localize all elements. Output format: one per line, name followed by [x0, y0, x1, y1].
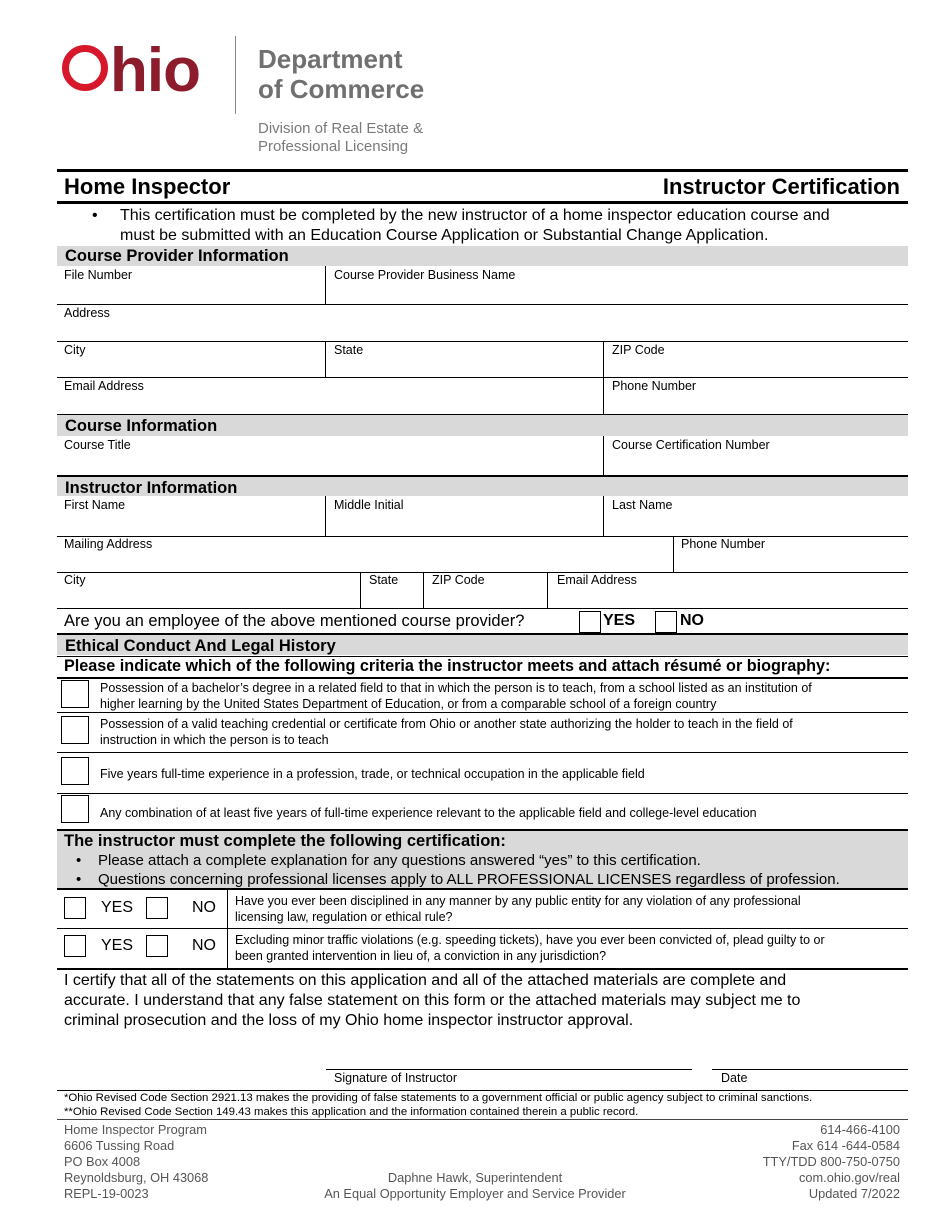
- q1-no-label: NO: [192, 899, 216, 916]
- q1-yes-checkbox[interactable]: [64, 897, 86, 919]
- statement-line: I certify that all of the statements on this application and all of the attached materials are complete and: [64, 972, 787, 989]
- footer-line: An Equal Opportunity Employer and Service Provider: [324, 1186, 626, 1201]
- criteria-experience: Five years full-time experience in a profession, trade, or technical occupation in the applicable field: [100, 767, 645, 781]
- divider: [673, 536, 674, 572]
- date-label: Date: [721, 1071, 748, 1085]
- division-line-1: Division of Real Estate &: [258, 120, 424, 137]
- q2-yes-checkbox[interactable]: [64, 935, 86, 957]
- divider: [325, 496, 326, 536]
- question-text: been granted intervention in lieu of, a conviction in any jurisdiction?: [235, 949, 607, 963]
- legal-note: *Ohio Revised Code Section 2921.13 makes the providing of false statements to a government official or public agency subject to criminal sanctions.: [64, 1092, 813, 1104]
- course-cert-number-field[interactable]: Course Certification Number: [612, 438, 770, 452]
- criteria-experience-checkbox[interactable]: [61, 757, 89, 785]
- divider: [603, 436, 604, 475]
- row-rule: [57, 712, 908, 713]
- footer-address: [64, 1122, 208, 1202]
- date-line[interactable]: [712, 1069, 908, 1070]
- division-line-2: Professional Licensing: [258, 138, 409, 155]
- question-text: licensing law, regulation or ethical rule?: [235, 910, 453, 924]
- bullet-icon: •: [92, 207, 98, 224]
- footer-line: Daphne Hawk, Superintendent: [387, 1170, 563, 1185]
- intro-line-1: This certification must be completed by the new instructor of a home inspector education course and: [120, 207, 830, 224]
- instructor-phone-field[interactable]: Phone Number: [681, 537, 766, 551]
- signature-label: Signature of Instructor: [334, 1071, 457, 1085]
- footer-line: TTY/TDD 800-750-0750: [762, 1154, 900, 1169]
- mailing-address-field[interactable]: Mailing Address: [64, 537, 153, 551]
- bullet-icon: •: [76, 871, 82, 888]
- divider: [325, 266, 326, 304]
- row-rule: [57, 608, 908, 609]
- statement-line: accurate. I understand that any false statement on this form or the attached materials may subject me to: [64, 992, 801, 1009]
- ohio-logo: hio: [62, 40, 200, 102]
- row-rule: [57, 304, 908, 305]
- row-rule: [57, 536, 908, 537]
- divider: [227, 890, 228, 969]
- footer-line: Fax 614 -644-0584: [791, 1138, 900, 1153]
- q2-no-label: NO: [192, 937, 216, 954]
- title-top-rule: [57, 169, 908, 172]
- row-rule: [57, 928, 908, 929]
- row-rule: [57, 377, 908, 378]
- footer-line: 614-466-4100: [820, 1122, 900, 1137]
- ethics-subheading: Please indicate which of the following criteria the instructor meets and attach résumé or biography:: [64, 657, 831, 675]
- row-rule: [57, 793, 908, 794]
- section-ethics: Ethical Conduct And Legal History: [57, 633, 908, 655]
- footer-line: Updated 7/2022: [808, 1186, 900, 1201]
- form-subtitle: Instructor Certification: [662, 174, 900, 199]
- footer-line: 6606 Tussing Road: [64, 1138, 175, 1153]
- row-rule: [57, 888, 908, 890]
- q2-no-checkbox[interactable]: [146, 935, 168, 957]
- ohio-logo-o-icon: [62, 45, 108, 91]
- instructor-zip-field[interactable]: ZIP Code: [432, 573, 485, 587]
- divider: [325, 341, 326, 377]
- footer-line: Home Inspector Program: [64, 1122, 207, 1137]
- footer-line: PO Box 4008: [64, 1154, 141, 1169]
- certification-bullet-2: Questions concerning professional licenses apply to ALL PROFESSIONAL LICENSES regardless of profession.: [98, 871, 840, 888]
- footer-line: REPL-19-0023: [64, 1186, 149, 1201]
- title-bottom-rule: [57, 201, 908, 204]
- footer-link[interactable]: com.ohio.gov/real: [798, 1170, 900, 1185]
- zip-field[interactable]: ZIP Code: [612, 343, 665, 357]
- divider: [603, 496, 604, 536]
- criteria-bachelors: [100, 680, 812, 712]
- q2-yes-label: YES: [101, 937, 134, 954]
- certification-statement: [64, 971, 884, 1031]
- row-rule: [57, 677, 908, 679]
- question-discipline: [235, 893, 801, 925]
- logo-divider: [235, 36, 236, 114]
- section-instructor-info: Instructor Information: [57, 475, 908, 496]
- email-field[interactable]: Email Address: [64, 379, 144, 393]
- criteria-bachelors-checkbox[interactable]: [61, 680, 89, 708]
- file-number-field[interactable]: File Number: [64, 268, 133, 282]
- criteria-combination-checkbox[interactable]: [61, 795, 89, 823]
- q1-yes-label: YES: [101, 899, 134, 916]
- department-name: [258, 44, 424, 104]
- footer-line: Reynoldsburg, OH 43068: [64, 1170, 209, 1185]
- state-field[interactable]: State: [334, 343, 364, 357]
- row-rule: [57, 341, 908, 342]
- phone-field[interactable]: Phone Number: [612, 379, 697, 393]
- employee-question: Are you an employee of the above mentioned course provider?: [64, 612, 525, 630]
- statement-line: criminal prosecution and the loss of my Ohio home inspector instructor approval.: [64, 1012, 634, 1029]
- section-course-provider: Course Provider Information: [57, 246, 908, 266]
- criteria-combination: Any combination of at least five years of full-time experience relevant to the applicable field and college-level education: [100, 806, 757, 820]
- question-text: Excluding minor traffic violations (e.g. speeding tickets), have you ever been convicted of, plead guilty to or: [235, 933, 825, 947]
- criteria-text: higher learning by the United States Department of Education, or from a comparable school of a foreign country: [100, 697, 717, 711]
- intro-line-2: must be submitted with an Education Course Application or Substantial Change Application.: [120, 227, 769, 244]
- criteria-credential: [100, 716, 793, 748]
- footer-contact: [763, 1122, 900, 1202]
- legal-notes: [64, 1091, 812, 1119]
- department-line-2: of Commerce: [258, 74, 425, 104]
- certification-bullet-1: Please attach a complete explanation for any questions answered “yes” to this certification.: [98, 852, 701, 869]
- footer-center: [275, 1170, 675, 1202]
- division-name: [258, 120, 423, 156]
- employee-yes-checkbox[interactable]: [579, 611, 601, 633]
- question-text: Have you ever been disciplined in any manner by any public entity for any violation of any professional: [235, 894, 801, 908]
- q1-no-checkbox[interactable]: [146, 897, 168, 919]
- course-title-field[interactable]: Course Title: [64, 438, 131, 452]
- row-rule: [57, 752, 908, 753]
- criteria-text: Possession of a valid teaching credential or certificate from Ohio or another state authorizing the holder to teach in the field of: [100, 717, 793, 731]
- employee-yes-label: YES: [603, 612, 636, 629]
- criteria-credential-checkbox[interactable]: [61, 716, 89, 744]
- city-field[interactable]: City: [64, 343, 86, 357]
- instructor-city-field[interactable]: City: [64, 573, 86, 587]
- first-name-field[interactable]: First Name: [64, 498, 126, 512]
- instructor-email-field[interactable]: Email Address: [557, 573, 637, 587]
- business-name-field[interactable]: Course Provider Business Name: [334, 268, 516, 282]
- certification-heading: The instructor must complete the following certification:: [64, 832, 506, 850]
- department-line-1: Department: [258, 44, 403, 74]
- row-rule: [57, 968, 908, 970]
- bullet-icon: •: [76, 852, 82, 869]
- criteria-text: Possession of a bachelor’s degree in a related field to that in which the person is to teach, from a school listed as an institution of: [100, 681, 812, 695]
- instructor-state-field[interactable]: State: [369, 573, 399, 587]
- employee-no-checkbox[interactable]: [655, 611, 677, 633]
- legal-note: **Ohio Revised Code Section 149.43 makes this application and the information contained therein a public record.: [64, 1106, 639, 1118]
- divider: [423, 572, 424, 608]
- row-rule: [57, 1119, 908, 1120]
- question-conviction: [235, 932, 825, 964]
- criteria-text: instruction in which the person is to teach: [100, 733, 329, 747]
- last-name-field[interactable]: Last Name: [612, 498, 673, 512]
- middle-initial-field[interactable]: Middle Initial: [334, 498, 404, 512]
- employee-no-label: NO: [680, 612, 704, 629]
- signature-line[interactable]: [326, 1069, 692, 1070]
- form-title: Home Inspector: [64, 174, 231, 199]
- address-field[interactable]: Address: [64, 306, 110, 320]
- intro-note: [92, 206, 892, 246]
- divider: [547, 572, 548, 608]
- section-course-info: Course Information: [57, 414, 908, 436]
- divider: [360, 572, 361, 608]
